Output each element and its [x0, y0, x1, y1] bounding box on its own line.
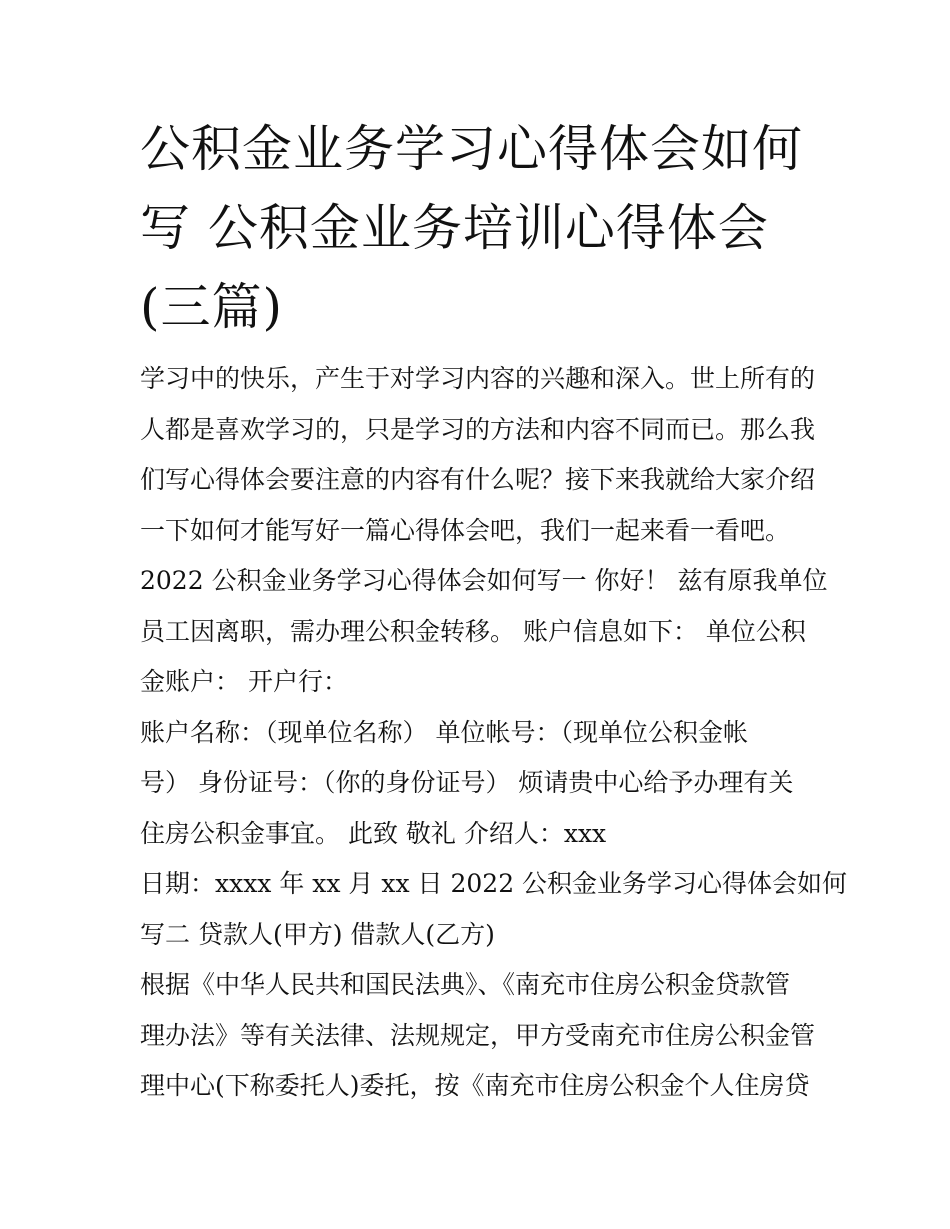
- text-line: 金账户： 开户行：: [140, 667, 348, 696]
- document-title: [140, 110, 840, 347]
- document-body: [140, 354, 848, 1112]
- title-line: 公积金业务学习心得体会如何: [140, 120, 803, 178]
- text-line: 理中心(下称委托人)委托，按《南充市住房公积金个人住房贷: [140, 1071, 810, 1100]
- title-line: (三篇): [140, 278, 284, 336]
- text-line: 写二 贷款人(甲方) 借款人(乙方): [140, 919, 495, 949]
- text-line: 们写心得体会要注意的内容有什么呢？接下来我就给大家介绍: [140, 465, 816, 494]
- text-line: 2022 公积金业务学习心得体会如何写一 你好！ 兹有原我单位: [140, 566, 828, 595]
- paragraph-intro: [140, 354, 830, 556]
- text-line: 日期：xxxx 年 xx 月 xx 日 2022 公积金业务学习心得体会如何: [140, 869, 848, 898]
- paragraph-date: [140, 859, 848, 960]
- text-line: 员工因离职，需办理公积金转移。 账户信息如下： 单位公积: [140, 616, 806, 646]
- text-line: 理办法》等有关法律、法规规定，甲方受南充市住房公积金管: [140, 1020, 816, 1050]
- paragraph-letter-opening: [140, 556, 830, 708]
- paragraph-account-info: [140, 708, 830, 860]
- text-line: 根据《中华人民共和国民法典》、《南充市住房公积金贷款管: [140, 970, 791, 999]
- title-line: 写 公积金业务培训心得体会: [140, 199, 769, 257]
- text-line: 学习中的快乐，产生于对学习内容的兴趣和深入。世上所有的: [140, 364, 816, 393]
- text-line: 人都是喜欢学习的，只是学习的方法和内容不同而已。那么我: [140, 414, 816, 444]
- text-line: 账户名称：（现单位名称） 单位帐号：（现单位公积金帐: [140, 717, 748, 747]
- text-line: 一下如何才能写好一篇心得体会吧，我们一起来看一看吧。: [140, 515, 791, 545]
- text-line: 号） 身份证号：（你的身份证号） 烦请贵中心给予办理有关: [140, 768, 794, 797]
- paragraph-contract: [140, 960, 830, 1112]
- text-line: 住房公积金事宜。 此致 敬礼 介绍人：xxx: [140, 818, 607, 848]
